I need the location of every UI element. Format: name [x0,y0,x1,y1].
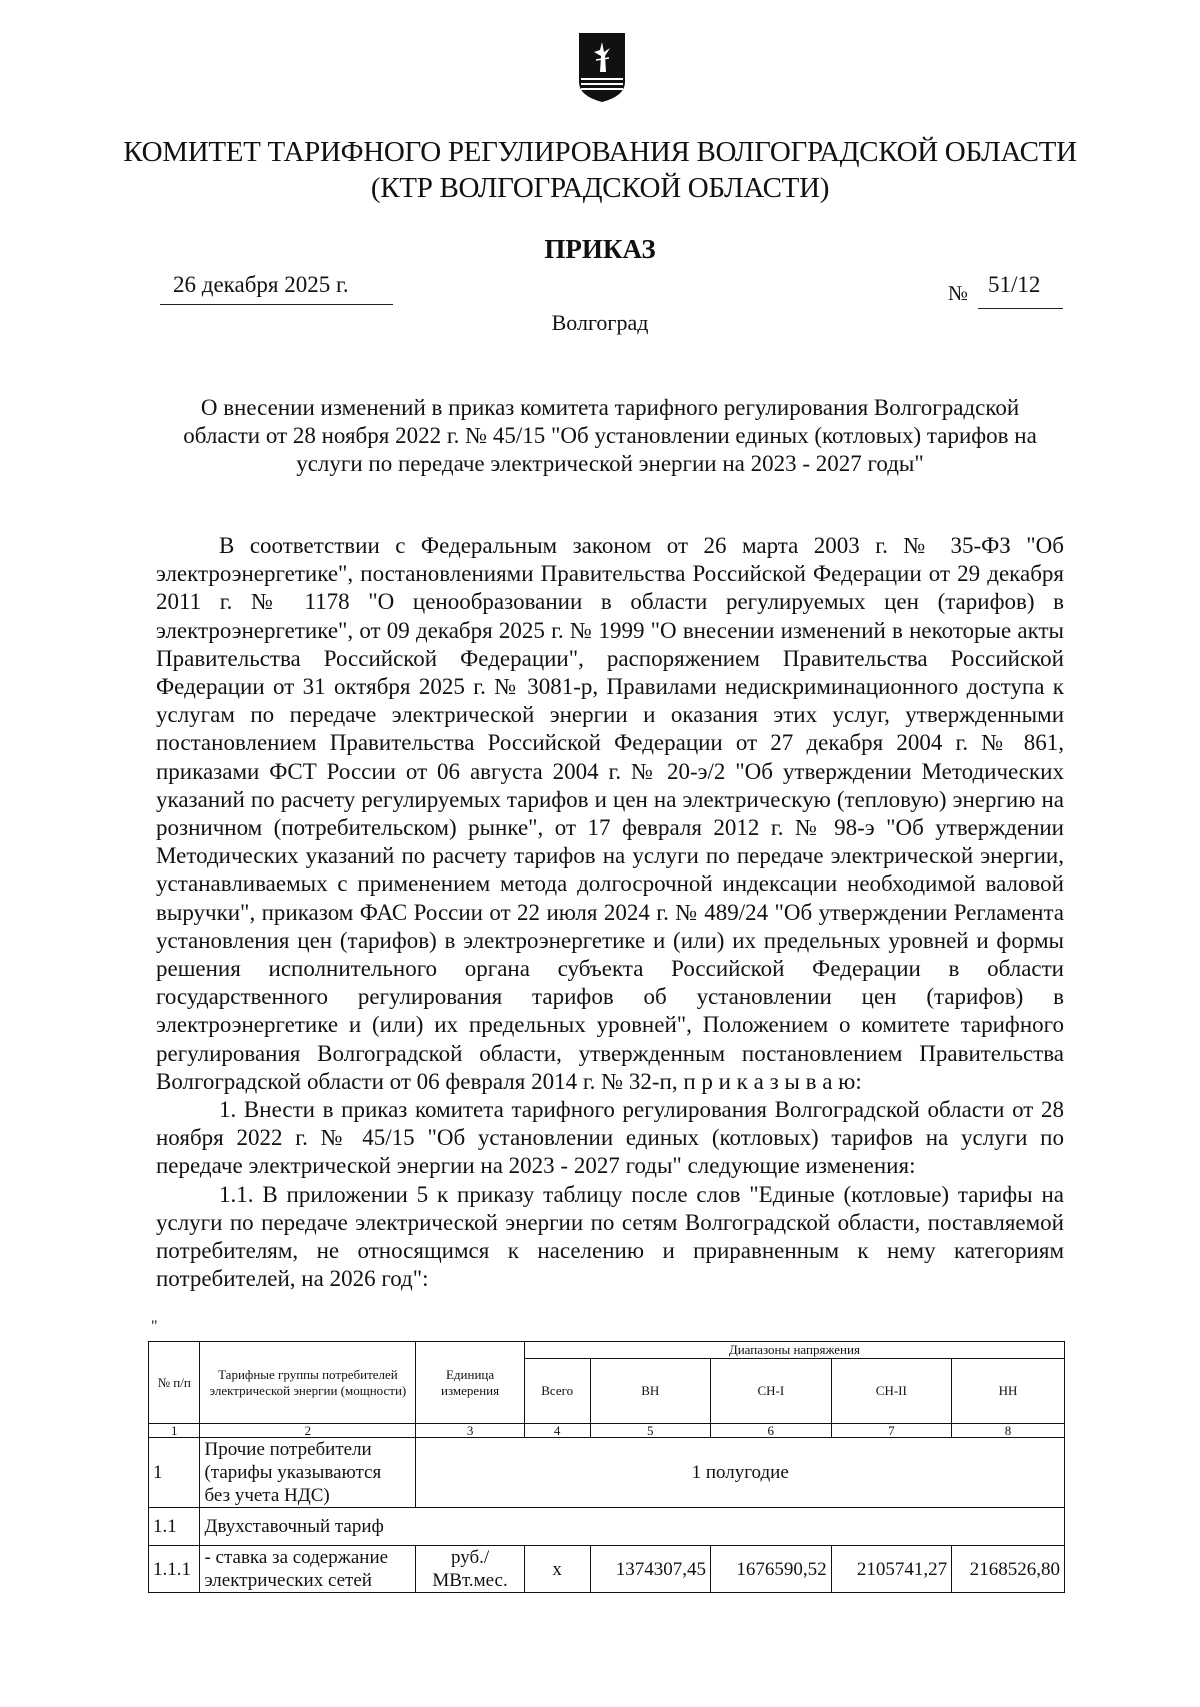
column-index: 4 [524,1424,590,1438]
order-body [156,532,1064,1293]
row-name: Прочие потребители (тарифы указываются без учета НДС) [200,1438,416,1508]
header-sn2: СН-II [831,1359,952,1424]
order-date: 26 декабря 2025 г. [173,272,349,297]
row-unit: руб./ МВт.мес. [416,1546,524,1593]
column-index: 3 [416,1424,524,1438]
date-underline [160,304,393,305]
city: Волгоград [551,310,649,335]
table-row [149,1508,1065,1546]
header-vn: ВН [590,1359,711,1424]
table-row [149,1438,1065,1508]
row-num: 1 [149,1438,200,1508]
header-total: Всего [524,1359,590,1424]
header-num: № п/п [149,1342,200,1424]
opening-quote-mark: " [151,1318,158,1335]
row-sn2-value: 2105741,27 [831,1546,952,1593]
preamble-paragraph: В соответствии с Федеральным законом от 26 марта 2003 г. № 35-ФЗ "Об электроэнергетике", постановлениями Правительства Российской Федерации от 29 декабря 2011 г. № 1178 "О ценообразовании в области регулируемых цен (тарифов) в электроэнергетике", от 09 декабря 2025 г. № 1999 "О внесении изменений в некоторые акты Правительства Российской Федерации", распоряжением Правительства Российской Федерации от 31 октября 2025 г. № 3081-р, Правилами недискриминационного доступа к услугам по передаче электрической энергии и оказания этих услуг, утвержденными постановлением Правительства Российской Федерации от 27 декабря 2004 г. № 861, приказами ФСТ России от 06 августа 2004 г. № 20-э/2 "Об утверждении Методических указаний по расчету регулируемых тарифов и цен на электрическую (тепловую) энергию на розничном (потребительском) рынке", от 17 февраля 2012 г. № 98-э "Об утверждении Методических указаний по расчету тарифов на услуги по передаче электрической энергии, устанавливаемых с применением метода долгосрочной индексации необходимой валовой выручки", приказом ФАС России от 22 июля 2024 г. № 489/24 "Об утверждении Регламента установления цен (тарифов) в электроэнергетике и (или) их предельных уровней и формы решения исполнительного органа субъекта Российской Федерации в области государственного регулирования тарифов об установлении цен (тарифов) в электроэнергетике и (или) их предельных уровней", Положением о комитете тарифного регулирования Волгоградской области, утвержденным постановлением Правительства Волгоградской области от 06 февраля 2014 г. № 32-п, п р и к а з ы в а ю: [156,533,1064,1094]
tariff-table [148,1341,1065,1593]
item-1-paragraph: 1. Внести в приказ комитета тарифного регулирования Волгоградской области от 28 ноября 2022 г. № 45/15 "Об установлении единых (котловых) тарифов на услуги по передаче электрической энергии на 2023 - 2027 годы" следующие изменения: [156,1097,1064,1179]
column-index: 6 [711,1424,832,1438]
order-subject: О внесении изменений в приказ комитета тарифного регулирования Волгоградской области от 28 ноября 2022 г. № 45/15 "Об установлении единых (котловых) тарифов на услуги по передаче электрической энергии на 2023 - 2027 годы" [183,395,1037,476]
row-num: 1.1 [149,1508,200,1546]
header-voltage-ranges: Диапазоны напряжения [524,1342,1064,1359]
row-name: - ставка за содержание электрических сетей [200,1546,416,1593]
column-index: 2 [200,1424,416,1438]
row-name: Двухставочный тариф [200,1508,1065,1546]
header-unit: Единица измерения [416,1342,524,1424]
row-num: 1.1.1 [149,1546,200,1593]
organization-short-name: (КТР ВОЛГОГРАДСКОЙ ОБЛАСТИ) [370,172,830,204]
header-tariff-group: Тарифные группы потребителей электрической энергии (мощности) [200,1342,416,1424]
row-total: x [524,1546,590,1593]
column-index: 5 [590,1424,711,1438]
order-number: 51/12 [988,272,1041,297]
coat-of-arms-emblem [576,30,628,104]
number-underline [978,308,1063,309]
column-index: 7 [831,1424,952,1438]
row-nn-value: 2168526,80 [952,1546,1065,1593]
item-1-1-paragraph: 1.1. В приложении 5 к приказу таблицу после слов "Единые (котловые) тарифы на услуги по передаче электрической энергии по сетям Волгоградской области, поставляемой потребителям, не относящимся к населению и приравненным к нему категориям потребителей, на 2026 год": [156,1181,1064,1292]
header-sn1: СН-I [711,1359,832,1424]
header-nn: НН [952,1359,1065,1424]
column-index: 8 [952,1424,1065,1438]
organization-name: КОМИТЕТ ТАРИФНОГО РЕГУЛИРОВАНИЯ ВОЛГОГРАДСКОЙ ОБЛАСТИ [123,136,1077,168]
row-sn1-value: 1676590,52 [711,1546,832,1593]
table-row [149,1546,1065,1593]
column-index: 1 [149,1424,200,1438]
row-vn-value: 1374307,45 [590,1546,711,1593]
order-number-label: № [948,281,969,305]
row-period: 1 полугодие [416,1438,1065,1508]
document-title: ПРИКАЗ [544,234,656,264]
